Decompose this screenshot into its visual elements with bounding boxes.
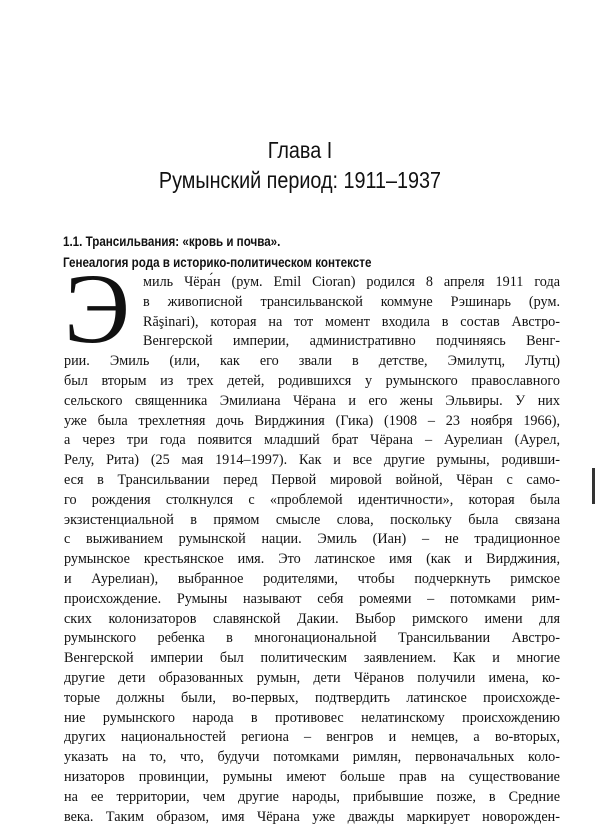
text-line: Релу, Рита) (25 мая 1914–1997). Как и все другие румыны, родивши- [64,452,560,469]
text-line: другие дети образованных румын, дети Чёранов получили имена, ко- [64,669,560,686]
chapter-label: Глава I [267,137,333,163]
text-line: экзистенциальной в прямом смысле слова, поскольку была связана [64,511,560,528]
text-line: сельского священника Эмилиана Чёрана и его жены Эльвиры. У них [64,392,560,409]
text-line: миль Чёра́н (рум. Emil Cioran) родился 8 апреля 1911 года [143,274,560,290]
text-line: румынского ребенка в многонациональной Трансильвании Австро- [64,630,560,647]
chapter-heading [0,136,600,196]
text-line: с выживанием румынской нации. Эмиль (Иан) – не традиционное [64,531,560,548]
text-line: торые должны были, во-первых, подтвердить латинское происхожде- [64,689,560,706]
chapter-title: Румынский период: 1911–1937 [158,167,442,193]
text-line: еся в Трансильвании перед Первой мировой войной, Чёран с само- [64,471,560,488]
text-line: ских колонизаторов славянской Дакии. Выбор римского имени для [64,610,560,627]
text-line: низаторов провинции, румыны имеют больше прав на существование [64,768,560,785]
text-line: Венгерской империи, административно подчиняясь Венг- [143,333,560,350]
text-line: ние румынского народа в противовес нелатинскому происхождению [64,709,560,726]
text-line: румынское крестьянское имя. Это латинское имя (как и Вирджиния, [64,551,560,568]
text-line: на ее территории, чем другие народы, прибывшие позже, в Средние [64,788,560,805]
text-line: Венгерской империи был политическим заявлением. Как и многие [64,650,560,667]
paragraph [64,273,560,827]
drop-cap: Э [64,253,131,364]
text-line: го рождения столкнулся с «проблемой идентичности», которая была [64,491,560,508]
text-line: рии. Эмиль (или, как его звали в детстве, Эмилутц, Лутц) [64,353,560,370]
scan-edge-mark [592,468,595,504]
text-line: Răşinari), которая на тот момент входила в состав Австро- [143,313,560,330]
text-line: века. Таким образом, имя Чёрана уже дважды маркирует новорожден- [64,808,560,825]
text-line: был вторым из трех детей, родившихся у румынского православного [64,372,560,389]
section-heading-line-1: 1.1. Трансильвания: «кровь и почва». [63,234,281,249]
text-line: других национальностей региона – венгров и немцев, а во-вторых, [64,729,560,746]
text-line: в живописной трансильванской коммуне Рэшинарь (рум. [143,293,560,310]
section-heading-line-2: Генеалогия рода в историко-политическом контексте [63,255,372,270]
text-line: указать на то, что, будучи потомками римлян, первоначальных коло- [64,749,560,766]
text-line: и Аурелиан), выбранное родителями, чтобы подчеркнуть римское [64,570,560,587]
text-line: уже была трехлетняя дочь Вирджиния (Гика) (1908 – 23 ноября 1966), [64,412,560,429]
section-heading [63,231,543,273]
text-line: происхождение. Румыны называют себя ромеями – потомками рим- [64,590,560,607]
text-line: а через три года появится младший брат Чёрана – Аурелиан (Аурел, [64,432,560,449]
